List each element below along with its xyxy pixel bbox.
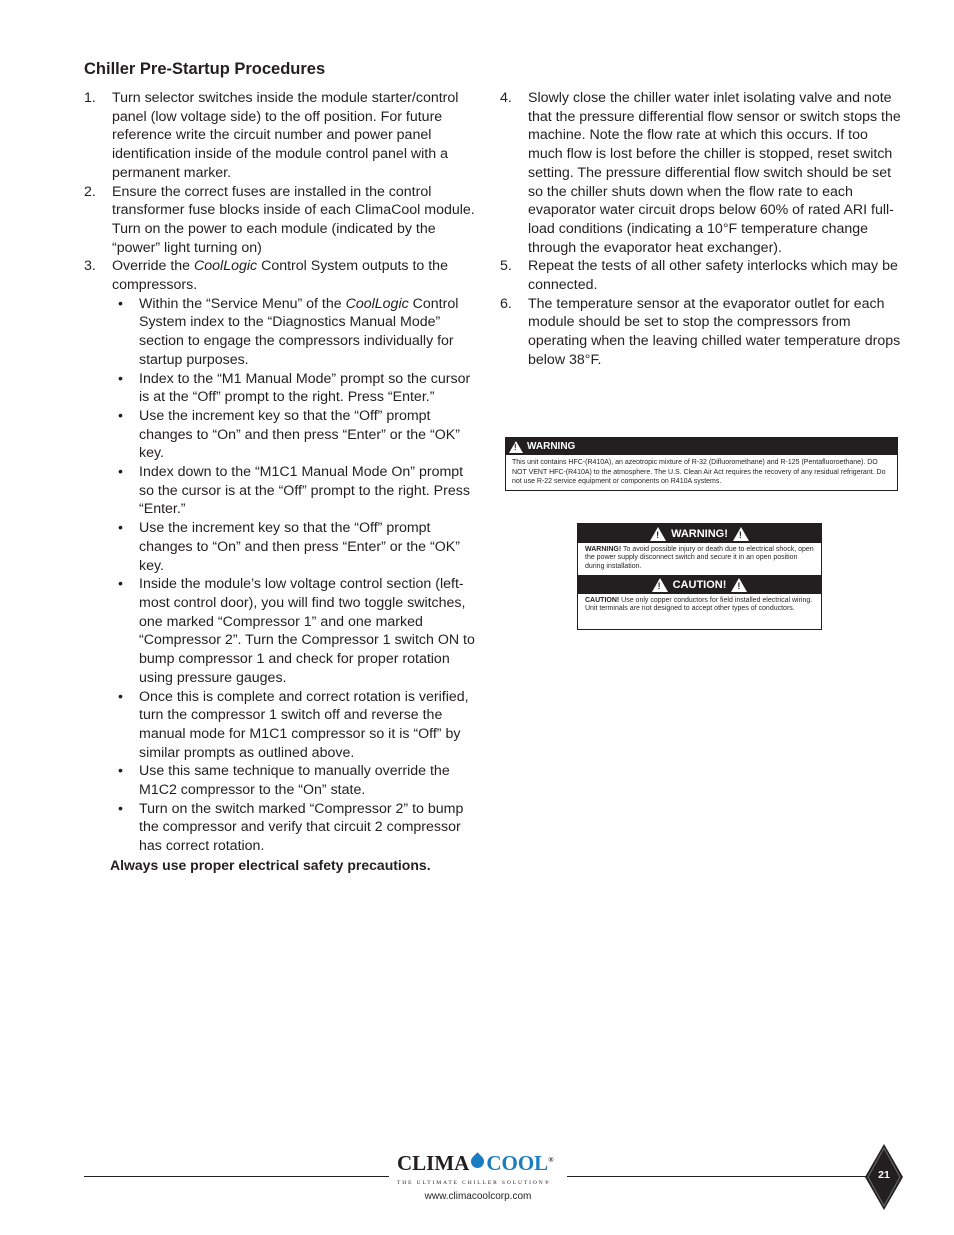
step-text: The temperature sensor at the evaporator outlet for each module should be set to stop the compressors from operating when the leaving chilled water temperature drops below 38°F. [528,295,901,368]
climacool-logo [397,1151,561,1176]
warning-triangle-icon [733,527,749,541]
warning-title: WARNING! [671,527,728,540]
substep-item [112,800,482,856]
warning-triangle-icon [650,527,666,541]
step-text-part: Control System outputs to the compressors. [112,258,448,294]
substep-item [112,762,482,799]
bullet-icon: • [118,800,123,817]
bullet-icon: • [118,520,123,537]
substep-text: Use the increment key so that the “Off” prompt changes to “On” and then press “Enter” or the “OK” key. [139,407,460,462]
step-text [112,258,448,293]
bullet-icon: • [118,295,123,312]
bullet-icon: • [118,464,123,481]
logo-tagline: THE ULTIMATE CHILLER SOLUTION® [397,1180,551,1186]
water-drop-icon [469,1152,487,1170]
bullet-icon: • [118,763,123,780]
footer-rule-left [84,1176,389,1177]
caution-header [578,575,821,594]
substep-list [112,295,482,856]
warning-lead: WARNING! [585,546,622,553]
step-text: Ensure the correct fuses are installed in the control transformer fuse blocks inside of each ClimaCool module. Turn on the power to each module (indicated by the “power” light turning on) [112,183,475,256]
warning-text [578,543,821,575]
caution-text [578,594,821,626]
procedure-step [500,295,902,370]
step-number: 3. [84,258,96,275]
substep-text: Index to the “M1 Manual Mode” prompt so the cursor is at the “Off” prompt to the right. Press “Enter.” [139,370,471,406]
substep-item [112,688,482,763]
warning-triangle-icon [652,578,668,592]
warning-body: To avoid possible injury or death due to electrical shock, open the power supply disconnect switch and secure it in an open position during installation. [585,546,814,570]
refrigerant-warning-box [505,437,898,491]
bullet-icon: • [118,370,123,387]
footer-rule-right [567,1176,870,1177]
warning-header [506,438,897,455]
substep-text: Turn on the switch marked “Compressor 2” to bump the compressor and verify that circuit 2 compressor has correct rotation. [139,800,464,855]
page-number: 21 [878,1169,890,1181]
logo-text-cool: COOL [486,1151,549,1175]
bullet-icon: • [118,688,123,705]
step-text: Turn selector switches inside the module starter/control panel (low voltage side) to the off position. For future reference write the circuit number and power panel identification inside of the module control panel with a permanent marker. [112,90,459,181]
procedure-step [84,257,482,856]
caution-lead: CAUTION! [585,597,620,604]
procedure-step [500,257,902,294]
product-name: CoolLogic [194,258,258,275]
left-column [84,89,482,889]
warning-title: WARNING [527,441,576,452]
caution-title: CAUTION! [672,578,727,591]
procedure-step [500,89,902,257]
right-column [500,89,902,370]
procedure-step [84,183,482,258]
electrical-safety-box [577,523,822,630]
substep-text: Once this is complete and correct rotation is verified, turn the compressor 1 switch off and reverse the manual mode for M1C1 compressor so it is “Off” by similar prompts as outlined above. [139,688,469,761]
substep-item [112,575,482,687]
warning-triangle-icon [509,441,523,453]
substep-item [112,519,482,575]
substep-item [112,370,482,407]
warning-triangle-icon [731,578,747,592]
caution-body: Use only copper conductors for field installed electrical wiring. Unit terminals are not designed to accept other types of conductors. [585,597,813,613]
substep-text: Use this same technique to manually override the M1C2 compressor to the “On” state. [139,763,450,799]
substep-text: Inside the module’s low voltage control section (left-most control door), you will find two toggle switches, one marked “Compressor 1” and one marked “Compressor 2”. Turn the Compressor 1 switch ON to bump compressor 1 and check for proper rotation using pressure gauges. [139,576,475,686]
substep-text: Use the increment key so that the “Off” prompt changes to “On” and then press “Enter” or the “OK” key. [139,520,460,574]
step-number: 1. [84,90,96,106]
step-number: 5. [500,258,512,275]
registered-mark: ® [548,1156,554,1164]
substep-item [112,463,482,519]
step-number: 2. [84,183,96,200]
footer-url: www.climacoolcorp.com [424,1191,532,1202]
procedure-step [84,89,482,183]
bullet-icon: • [118,407,123,424]
step-text-part: Override the [112,258,195,275]
safety-note: Always use proper electrical safety precautions. [110,856,431,873]
step-text: Slowly close the chiller water inlet isolating valve and note that the pressure differential flow sensor or switch stops the machine. Note the flow rate at which this occurs. If too much flow is lost before the chiller is stopped, reset switch setting. The pressure differential flow switch should be set so the chiller shuts down when the flow rate to each evaporator water circuit drops below 60% of rated ARI full-load conditions (indicating a 10°F temperature change through the evaporator heat exchanger). [528,90,901,256]
substep-text: Within the “Service Menu” of the [139,295,346,312]
substep-text: Control System index to the “Diagnostics Manual Mode” section to engage the compressors individually for startup purposes. [139,295,459,368]
warning-header [578,524,821,543]
bullet-icon: • [118,576,123,593]
substep-item [112,407,482,463]
substep-text: Index down to the “M1C1 Manual Mode On” prompt so the cursor is at the “Off” prompt to the right. Press “Enter.” [139,464,470,518]
warning-text: This unit contains HFC-(R410A), an azeotropic mixture of R-32 (Difluoromethane) and R-125 (Pentafluoroethane). DO NOT VENT HFC-(R410A) to the atmosphere. The U.S. Clean Air Act requires the recovery of any residual refrigerant. Do not use R-22 service equipment or components on R410A systems. [512,459,886,486]
substep-item [112,295,482,370]
logo-text-clima: CLIMA [397,1151,470,1175]
step-number: 6. [500,295,512,312]
procedure-steps-right [500,89,902,370]
step-number: 4. [500,90,512,106]
step-text: Repeat the tests of all other safety interlocks which may be connected. [528,258,898,294]
section-heading: Chiller Pre-Startup Procedures [84,60,326,78]
procedure-steps-left [84,89,482,856]
product-name: CoolLogic [345,295,409,312]
